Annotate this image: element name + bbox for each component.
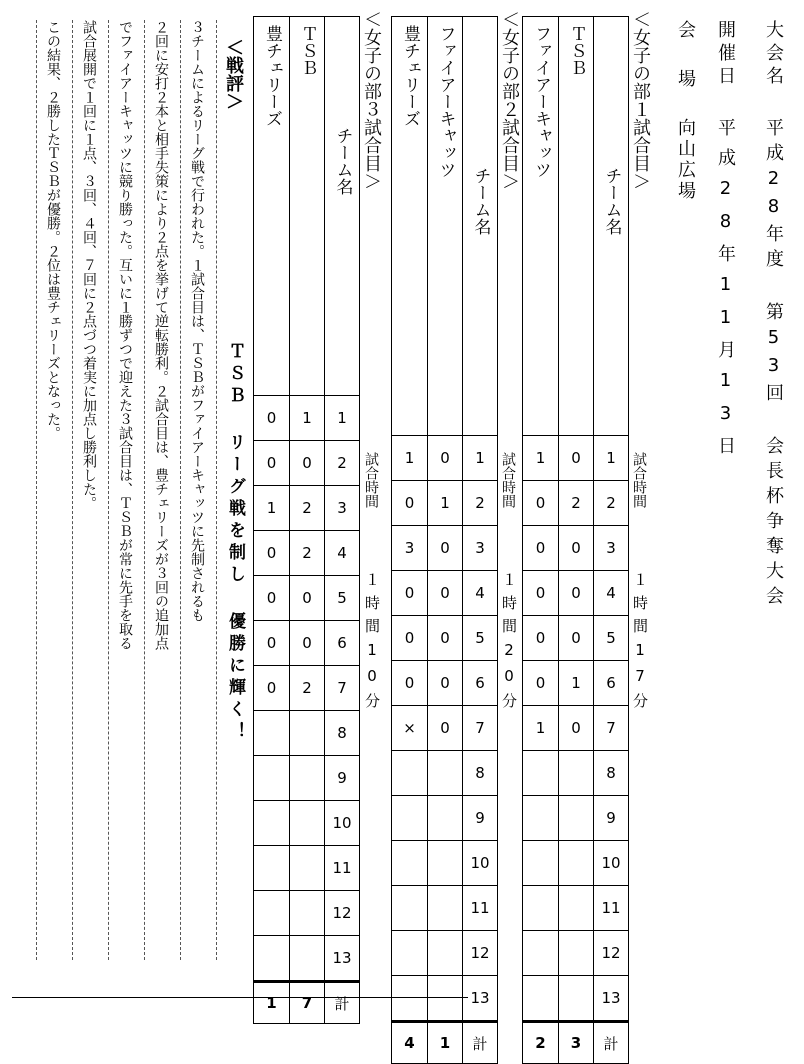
score-cell	[392, 931, 428, 976]
score-cell	[254, 846, 290, 891]
team-name: ＴＳＢ	[566, 25, 587, 76]
score-cell	[392, 886, 428, 931]
tournament-name: 平成28年度 第53回 会長杯争奪大会	[763, 118, 784, 611]
score-cell: 3	[463, 526, 498, 571]
score-cell: 10	[463, 841, 498, 886]
score-cell: 6	[463, 661, 498, 706]
team-name: 豊チェリーズ	[400, 25, 420, 127]
score-cell: 0	[290, 441, 325, 486]
score-cell: 1	[392, 436, 428, 481]
total-score: 7	[290, 982, 325, 1024]
score-cell	[290, 711, 325, 756]
score-cell: 2	[290, 531, 325, 576]
score-cell: 4	[594, 571, 629, 616]
game3-title: ＜女子の部３試合目＞	[361, 10, 382, 190]
score-cell	[290, 801, 325, 846]
review-line: ２回に安打２本と相手失策により２点を挙げて逆転勝利。２試合目は、豊チェリーズが３回の追加点	[153, 20, 169, 650]
score-cell	[559, 796, 594, 841]
score-cell: 9	[594, 796, 629, 841]
score-cell: 10	[594, 841, 629, 886]
score-cell: 0	[428, 661, 463, 706]
score-cell: 0	[428, 526, 463, 571]
venue-value: 向山広場	[675, 118, 696, 202]
game3-time-label: 試合時間	[363, 452, 379, 508]
score-cell: 7	[594, 706, 629, 751]
score-cell: 9	[463, 796, 498, 841]
total-score: 1	[428, 1022, 463, 1064]
total-score: 2	[523, 1022, 559, 1064]
game3-scoreboard	[253, 16, 360, 1024]
score-cell	[392, 841, 428, 886]
score-cell	[254, 711, 290, 756]
total-label: 計	[594, 1022, 629, 1064]
score-cell: 1	[559, 661, 594, 706]
score-cell: 0	[559, 706, 594, 751]
score-cell: 0	[392, 481, 428, 526]
date-value: 平成28年11月13日	[715, 118, 736, 466]
score-cell	[559, 931, 594, 976]
team-name: ファイアーキャッツ	[435, 25, 456, 178]
score-cell	[523, 796, 559, 841]
tournament-label: 大会名	[763, 20, 784, 89]
divider	[144, 20, 145, 960]
score-cell: 13	[594, 976, 629, 1022]
score-cell: 0	[254, 531, 290, 576]
score-cell: 2	[290, 486, 325, 531]
score-cell	[523, 931, 559, 976]
score-cell: 0	[254, 441, 290, 486]
score-cell	[428, 841, 463, 886]
score-cell: 1	[523, 706, 559, 751]
team-name: ファイアーキャッツ	[531, 25, 551, 178]
score-cell: 8	[325, 711, 360, 756]
score-cell	[428, 931, 463, 976]
score-cell: 0	[428, 616, 463, 661]
total-label: 計	[463, 1022, 498, 1064]
bottom-rule	[12, 997, 468, 998]
score-cell: 2	[463, 481, 498, 526]
score-cell	[559, 841, 594, 886]
game2-scoreboard	[391, 16, 498, 1064]
score-cell: 13	[325, 936, 360, 982]
score-cell: 0	[523, 661, 559, 706]
review-line: ３チームによるリーグ戦で行われた。１試合目は、ＴＳＢがファイアーキャッツに先制されるも	[189, 20, 205, 622]
score-cell: 6	[594, 661, 629, 706]
score-cell: 0	[428, 706, 463, 751]
score-cell: 0	[428, 436, 463, 481]
date-label: 開催日	[715, 20, 736, 89]
score-cell: 7	[463, 706, 498, 751]
review-line: 試合展開で１回に１点、３回、４回、７回に２点づつ着実に加点し勝利した。	[81, 20, 97, 510]
team-column-label: チーム名	[601, 167, 622, 235]
score-cell: 11	[463, 886, 498, 931]
score-cell: 4	[463, 571, 498, 616]
score-cell: 2	[325, 441, 360, 486]
score-cell	[523, 841, 559, 886]
divider	[108, 20, 109, 960]
score-cell	[559, 751, 594, 796]
score-cell	[428, 886, 463, 931]
score-cell: 0	[559, 526, 594, 571]
score-cell: 3	[392, 526, 428, 571]
score-cell: 2	[594, 481, 629, 526]
score-cell: 1	[325, 396, 360, 441]
score-cell	[523, 751, 559, 796]
score-cell: 0	[290, 621, 325, 666]
score-cell: 2	[290, 666, 325, 711]
score-cell: 11	[325, 846, 360, 891]
score-cell	[428, 751, 463, 796]
score-cell: 6	[325, 621, 360, 666]
game2-time-value: １時間20分	[500, 572, 518, 716]
score-cell	[290, 846, 325, 891]
game2-time-label: 試合時間	[500, 452, 516, 508]
score-cell: 3	[594, 526, 629, 571]
score-cell	[392, 751, 428, 796]
team-name: ＴＳＢ	[297, 25, 318, 76]
score-cell: 1	[290, 396, 325, 441]
score-cell: 0	[254, 621, 290, 666]
game1-title: ＜女子の部１試合目＞	[630, 10, 651, 190]
total-score: 3	[559, 1022, 594, 1064]
score-cell: 13	[463, 976, 498, 1022]
score-cell: 5	[463, 616, 498, 661]
team-name: 豊チェリーズ	[262, 25, 282, 127]
score-cell: 1	[463, 436, 498, 481]
score-cell: 7	[325, 666, 360, 711]
score-cell: 8	[463, 751, 498, 796]
score-cell: 0	[523, 571, 559, 616]
divider	[36, 20, 37, 960]
score-cell	[428, 796, 463, 841]
score-cell: 5	[325, 576, 360, 621]
score-cell: 0	[523, 526, 559, 571]
score-cell	[523, 976, 559, 1022]
score-cell: 5	[594, 616, 629, 661]
score-cell	[559, 976, 594, 1022]
score-cell	[392, 976, 428, 1022]
total-label: 計	[325, 982, 360, 1024]
score-cell: 0	[559, 616, 594, 661]
venue-label: 会 場	[675, 20, 696, 92]
score-cell: 0	[559, 436, 594, 481]
score-cell	[290, 891, 325, 936]
headline: ＴＳＢ リーグ戦を制し 優勝に輝く！	[225, 342, 245, 744]
score-cell: 9	[325, 756, 360, 801]
review-label: ＜戦評＞	[223, 38, 244, 110]
score-cell	[254, 801, 290, 846]
game1-time-label: 試合時間	[631, 452, 647, 508]
score-cell: 10	[325, 801, 360, 846]
score-cell: 4	[325, 531, 360, 576]
score-cell: 0	[254, 396, 290, 441]
score-cell: 3	[325, 486, 360, 531]
game1-scoreboard	[522, 16, 629, 1064]
score-cell	[290, 936, 325, 982]
score-cell: 2	[559, 481, 594, 526]
score-cell: 8	[594, 751, 629, 796]
game3-time-value: １時間10分	[363, 572, 381, 716]
score-cell	[290, 756, 325, 801]
score-cell: 0	[392, 571, 428, 616]
score-cell: 0	[392, 616, 428, 661]
game1-time-value: １時間17分	[631, 572, 649, 716]
score-cell	[254, 756, 290, 801]
score-cell: ×	[392, 706, 428, 751]
score-cell: 0	[523, 481, 559, 526]
game2-title: ＜女子の部２試合目＞	[499, 10, 520, 190]
score-cell: 0	[392, 661, 428, 706]
score-cell: 0	[254, 666, 290, 711]
score-cell: 1	[594, 436, 629, 481]
score-cell: 1	[523, 436, 559, 481]
score-cell	[559, 886, 594, 931]
score-cell	[523, 886, 559, 931]
score-cell: 12	[463, 931, 498, 976]
total-score: 4	[392, 1022, 428, 1064]
divider	[180, 20, 181, 960]
score-cell: 0	[428, 571, 463, 616]
divider	[216, 20, 217, 960]
score-cell: 0	[254, 576, 290, 621]
team-column-label: チーム名	[470, 167, 491, 235]
review-line: この結果、２勝したＴＳＢが優勝。２位は豊チェリーズとなった。	[45, 20, 61, 440]
review-line: でファイアーキャッツに競り勝った。互いに１勝ずつで迎えた３試合目は、ＴＳＢが常に先手を取る	[117, 20, 133, 650]
team-column-label: チーム名	[332, 127, 353, 195]
total-score: 1	[254, 982, 290, 1024]
score-cell: 0	[523, 616, 559, 661]
score-cell: 1	[254, 486, 290, 531]
score-cell: 0	[290, 576, 325, 621]
score-cell	[254, 891, 290, 936]
score-cell	[392, 796, 428, 841]
divider	[72, 20, 73, 960]
score-cell: 0	[559, 571, 594, 616]
score-cell	[254, 936, 290, 982]
score-cell: 12	[325, 891, 360, 936]
score-cell: 1	[428, 481, 463, 526]
score-cell: 11	[594, 886, 629, 931]
score-cell	[428, 976, 463, 1022]
score-cell: 12	[594, 931, 629, 976]
